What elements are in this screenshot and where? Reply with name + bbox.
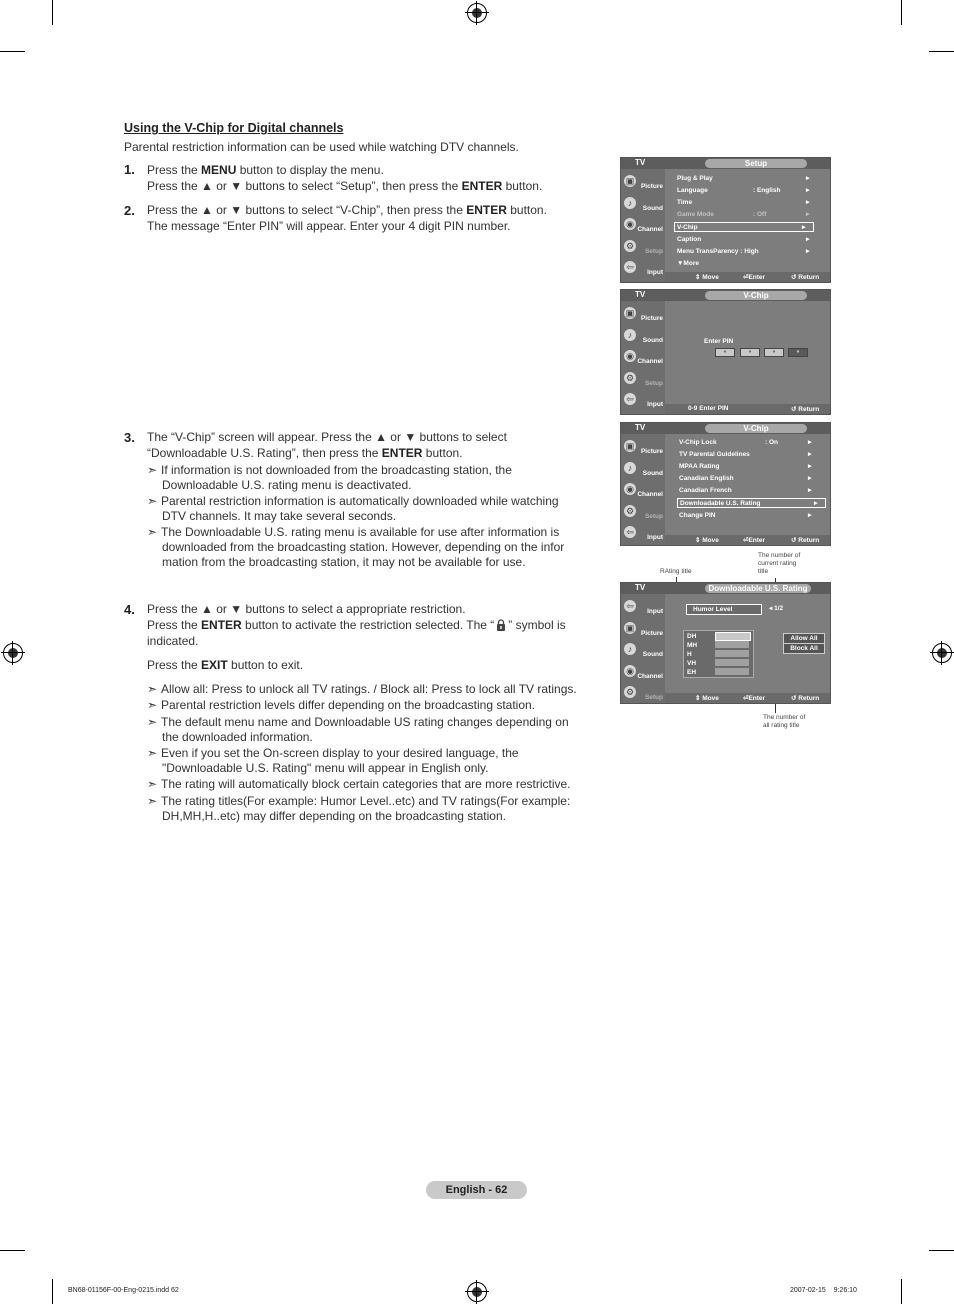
- text: Parental restriction information is automatically downloaded while watching: [161, 494, 559, 508]
- osd-vchip-pin: [620, 289, 831, 415]
- sidebar-label: Setup: [644, 513, 663, 520]
- sidebar-label: Picture: [640, 630, 663, 637]
- arrow-right-icon: ►: [804, 211, 811, 218]
- step3-line2: [147, 446, 463, 462]
- allow-all-button[interactable]: Allow All: [783, 633, 825, 644]
- sidebar-label: Channel: [637, 491, 663, 498]
- note: [147, 494, 587, 524]
- menu-item-game-mode[interactable]: [677, 210, 817, 220]
- section-heading: Using the V-Chip for Digital channels: [124, 121, 344, 135]
- step-number: 4.: [124, 602, 135, 617]
- annotation-all-rating: [763, 714, 805, 730]
- arrow-right-icon: ►: [804, 199, 811, 206]
- menu-label: MPAA Rating: [679, 463, 720, 470]
- gear-icon: ⚙: [625, 687, 635, 697]
- menu-label: Plug & Play: [677, 175, 713, 182]
- pin-digit[interactable]: *: [740, 348, 760, 357]
- osd-downloadable-rating: [620, 582, 831, 704]
- osd-sidebar: [621, 169, 665, 282]
- note: [147, 525, 587, 570]
- move-hint: ⇕ Move: [695, 537, 719, 544]
- menu-label: ▼More: [677, 260, 699, 267]
- sidebar-label: Channel: [637, 673, 663, 680]
- sidebar-label: Input: [647, 534, 663, 541]
- sidebar-label: Setup: [644, 380, 663, 387]
- rating-lock-cell[interactable]: [715, 659, 749, 666]
- hint-label: Enter: [748, 274, 766, 281]
- input-icon: ⇦: [624, 600, 636, 612]
- menu-label: Game Mode: [677, 211, 714, 218]
- picture-icon: ▣: [625, 308, 635, 318]
- menu-item-time[interactable]: [677, 198, 817, 208]
- sound-icon: ♪: [624, 643, 636, 655]
- osd-tv-label: TV: [635, 158, 646, 167]
- registration-mark-icon: [932, 643, 952, 663]
- enter-pin-label: Enter PIN: [704, 338, 734, 345]
- key-enter: ENTER: [466, 203, 507, 217]
- note-arrow-icon: ➣: [147, 463, 158, 477]
- crop-mark: [52, 0, 53, 25]
- text: ” symbol is: [508, 618, 566, 632]
- sidebar-item-sound[interactable]: [621, 641, 665, 662]
- note-arrow-icon: ➣: [147, 777, 158, 791]
- menu-label: Time: [677, 199, 693, 206]
- return-hint: ↺ Return: [791, 695, 820, 702]
- text: The number of: [763, 714, 806, 721]
- menu-item-language[interactable]: [677, 186, 817, 196]
- rating-h[interactable]: H: [687, 651, 692, 658]
- menu-label: V-Chip Lock: [679, 439, 717, 446]
- gear-icon: ⚙: [625, 373, 635, 383]
- sidebar-item-picture[interactable]: [621, 438, 665, 459]
- text: button.: [506, 203, 547, 217]
- menu-value: : Off: [753, 211, 767, 218]
- gear-icon: ⚙: [625, 506, 635, 516]
- key-enter: ENTER: [201, 618, 242, 632]
- note: [147, 682, 597, 697]
- return-hint: ↺ Return: [791, 406, 820, 413]
- sidebar-item-setup[interactable]: [621, 238, 665, 259]
- sidebar-label: Input: [647, 401, 663, 408]
- rating-eh[interactable]: EH: [687, 669, 697, 676]
- input-icon: ⇦: [624, 393, 636, 405]
- menu-item-canadian-english[interactable]: [679, 474, 819, 484]
- sidebar-item-channel[interactable]: [621, 481, 665, 502]
- osd-tv-label: TV: [635, 583, 646, 592]
- sidebar-item-input[interactable]: [621, 391, 665, 412]
- osd-title: Setup: [705, 159, 807, 168]
- rating-vh[interactable]: VH: [687, 660, 697, 667]
- note-arrow-icon: ➣: [147, 794, 158, 808]
- hint-label: Move: [702, 537, 719, 544]
- sound-icon: ♪: [624, 462, 636, 474]
- text: Press the ▲ or ▼ buttons to select “V-Chip”, then press the: [147, 203, 467, 217]
- sidebar-item-sound[interactable]: [621, 195, 665, 216]
- text: button.: [422, 446, 463, 460]
- sidebar-item-setup[interactable]: [621, 370, 665, 391]
- channel-icon: ◉: [624, 483, 636, 495]
- text: “Downloadable U.S. Rating”, then press the: [147, 446, 382, 460]
- annotation-rating-title: RAting title: [660, 568, 692, 575]
- step-number: 2.: [124, 203, 135, 218]
- osd-bottombar: [665, 272, 830, 282]
- key-enter: ENTER: [381, 446, 423, 460]
- crop-mark: [901, 1279, 902, 1304]
- text: Allow all: Press to unlock all TV ratings. / Block all: Press to lock all TV ratings.: [161, 682, 577, 696]
- arrow-right-icon: ►: [806, 451, 813, 458]
- menu-label: Language: [677, 187, 708, 194]
- key-exit: EXIT: [201, 658, 228, 672]
- hint-label: Return: [798, 537, 820, 544]
- menu-label: Menu TransParency : High: [677, 248, 759, 255]
- menu-label: Caption: [677, 236, 702, 243]
- text: downloaded from the broadcasting station. However, depending on the infor: [162, 540, 565, 554]
- arrow-right-icon: ►: [804, 175, 811, 182]
- sidebar-label: Setup: [644, 248, 663, 255]
- rating-mh[interactable]: MH: [687, 642, 698, 649]
- text: Press the: [147, 658, 202, 672]
- menu-item-mpaa[interactable]: [679, 462, 819, 472]
- menu-value: : On: [765, 439, 778, 446]
- arrow-right-icon: ►: [804, 236, 811, 243]
- intro-text: Parental restriction information can be used while watching DTV channels.: [124, 140, 519, 154]
- sidebar-label: Picture: [640, 183, 663, 190]
- text: the downloaded information.: [162, 730, 313, 744]
- key-menu: MENU: [201, 163, 237, 177]
- text: If information is not downloaded from the broadcasting station, the: [161, 463, 512, 477]
- osd-vchip-menu: [620, 422, 831, 546]
- note-arrow-icon: ➣: [147, 525, 158, 539]
- input-icon: ⇦: [624, 526, 636, 538]
- text: The Downloadable U.S. rating menu is available for use after information is: [161, 525, 560, 539]
- text: Parental restriction levels differ depending on the broadcasting station.: [161, 698, 536, 712]
- rating-dh[interactable]: DH: [687, 633, 697, 640]
- hint-label: Return: [798, 695, 820, 702]
- sidebar-label: Channel: [637, 358, 663, 365]
- rating-lock-cell[interactable]: [715, 632, 751, 641]
- osd-sidebar: [621, 434, 665, 545]
- sound-icon: ♪: [624, 329, 636, 341]
- text: "Downloadable U.S. Rating" menu will appear in English only.: [162, 761, 489, 775]
- text: button to display the menu.: [236, 163, 384, 177]
- text: The number of: [758, 552, 801, 559]
- arrow-right-icon: ►: [804, 248, 811, 255]
- text: Downloadable U.S. rating menu is deactivated.: [162, 478, 412, 492]
- registration-mark-icon: [467, 3, 487, 23]
- text: mation from the broadcasting station, it may not be available for use.: [162, 555, 526, 569]
- menu-item-canadian-french[interactable]: [679, 486, 819, 496]
- menu-item-plug-play[interactable]: [677, 174, 817, 184]
- step1-line1: [147, 163, 384, 179]
- enter-hint: ⏎Enter: [743, 274, 766, 281]
- step2-line1: [147, 203, 547, 219]
- note: [147, 794, 597, 824]
- arrow-right-icon: ►: [806, 487, 813, 494]
- sidebar-item-setup[interactable]: [621, 503, 665, 524]
- sidebar-item-channel[interactable]: [621, 216, 665, 237]
- input-icon: ⇦: [624, 261, 636, 273]
- menu-label: Downloadable U.S. Rating: [680, 500, 761, 507]
- rating-count: ◂ 1/2: [769, 605, 784, 612]
- arrow-right-icon: ►: [806, 439, 813, 446]
- sidebar-label: Picture: [640, 448, 663, 455]
- text: Press the ▲ or ▼ buttons to select “Setup”, then press the: [147, 179, 462, 193]
- step1-line2: [147, 179, 542, 195]
- menu-label: Change PIN: [679, 512, 716, 519]
- sidebar-item-input[interactable]: [621, 524, 665, 545]
- text: title: [758, 568, 769, 575]
- osd-bottombar: [665, 693, 830, 703]
- channel-icon: ◉: [624, 665, 636, 677]
- crop-mark: [0, 1250, 25, 1251]
- note-arrow-icon: ➣: [147, 715, 158, 729]
- text: all rating title: [763, 722, 800, 729]
- arrow-right-icon: ►: [806, 463, 813, 470]
- hint-label: Return: [798, 274, 820, 281]
- hint-label: Move: [702, 274, 719, 281]
- channel-icon: ◉: [624, 350, 636, 362]
- menu-item-downloadable-rating[interactable]: [677, 498, 826, 508]
- rating-lock-cell[interactable]: [715, 668, 749, 675]
- pin-digit[interactable]: *: [715, 348, 735, 357]
- picture-icon: ▣: [625, 176, 635, 186]
- sidebar-label: Sound: [642, 337, 663, 344]
- sidebar-item-input[interactable]: [621, 598, 665, 619]
- osd-tv-label: TV: [635, 423, 646, 432]
- note: [147, 463, 587, 493]
- arrow-right-icon: ►: [806, 475, 813, 482]
- text: The rating titles(For example: Humor Level..etc) and TV ratings(For example:: [161, 794, 571, 808]
- text: The rating will automatically block certain categories that are more restrictive.: [161, 777, 571, 791]
- sidebar-label: Sound: [642, 205, 663, 212]
- pin-digit[interactable]: *: [764, 348, 784, 357]
- menu-value: : English: [753, 187, 781, 194]
- text: Even if you set the On-screen display to your desired language, the: [161, 746, 519, 760]
- note: [147, 715, 597, 745]
- note-arrow-icon: ➣: [147, 746, 158, 760]
- arrow-right-icon: ►: [812, 500, 819, 507]
- pin-digit[interactable]: *: [788, 348, 808, 357]
- menu-label: TV Parental Guidelines: [679, 451, 750, 458]
- enter-pin-hint: 0-9 Enter PIN: [688, 405, 729, 412]
- sidebar-label: Sound: [642, 470, 663, 477]
- note-arrow-icon: ➣: [147, 494, 158, 508]
- sidebar-item-setup[interactable]: [621, 684, 665, 705]
- sidebar-item-channel[interactable]: [621, 663, 665, 684]
- text: DTV channels. It may take several seconds.: [162, 509, 397, 523]
- osd-sidebar: [621, 301, 665, 414]
- enter-hint: ⏎Enter: [743, 537, 766, 544]
- crop-mark: [929, 1250, 954, 1251]
- text: The default menu name and Downloadable US rating changes depending on: [161, 715, 569, 729]
- text: button.: [502, 179, 543, 193]
- note-arrow-icon: ➣: [147, 682, 158, 696]
- osd-setup-menu: [620, 157, 831, 283]
- arrow-right-icon: ►: [800, 224, 807, 231]
- page-number-badge: English - 62: [426, 1181, 527, 1199]
- osd-bottombar: [665, 404, 830, 414]
- step4-line2: [147, 618, 566, 636]
- menu-label: Canadian French: [679, 487, 732, 494]
- return-hint: ↺ Return: [791, 274, 820, 281]
- gear-icon: ⚙: [625, 241, 635, 251]
- text: button to activate the restriction selected. The “: [241, 618, 495, 632]
- sidebar-item-sound[interactable]: [621, 327, 665, 348]
- menu-label: Canadian English: [679, 475, 734, 482]
- menu-item-tv-parental[interactable]: [679, 450, 819, 460]
- crop-mark: [901, 0, 902, 25]
- menu-item-vchip-lock[interactable]: [679, 438, 819, 448]
- note: [147, 698, 597, 713]
- sidebar-label: Input: [647, 269, 663, 276]
- osd-title: V-Chip: [705, 291, 807, 300]
- text: button to exit.: [227, 658, 304, 672]
- menu-item-change-pin[interactable]: [679, 511, 819, 521]
- menu-label: V-Chip: [677, 224, 698, 231]
- hint-label: Move: [702, 695, 719, 702]
- step4-line3: indicated.: [147, 634, 199, 648]
- sidebar-item-sound[interactable]: [621, 460, 665, 481]
- sidebar-item-picture[interactable]: [621, 620, 665, 641]
- osd-title: V-Chip: [705, 424, 807, 433]
- picture-icon: ▣: [625, 441, 635, 451]
- step2-line2: The message “Enter PIN” will appear. Enter your 4 digit PIN number.: [147, 219, 511, 233]
- sidebar-label: Picture: [640, 315, 663, 322]
- note-arrow-icon: ➣: [147, 698, 158, 712]
- move-hint: ⇕ Move: [695, 695, 719, 702]
- channel-icon: ◉: [624, 218, 636, 230]
- sound-icon: ♪: [624, 197, 636, 209]
- sidebar-label: Sound: [642, 651, 663, 658]
- rating-title-field[interactable]: Humor Level: [686, 604, 762, 615]
- rating-count-value: 1/2: [774, 605, 784, 612]
- text: Press the: [147, 163, 202, 177]
- sidebar-item-input[interactable]: [621, 259, 665, 280]
- sidebar-item-picture[interactable]: [621, 305, 665, 326]
- hint-label: Enter: [748, 537, 766, 544]
- menu-item-transparency[interactable]: [677, 247, 817, 257]
- crop-mark: [0, 51, 25, 52]
- registration-mark-icon: [3, 643, 23, 663]
- step-number: 1.: [124, 162, 135, 177]
- step4-exit: [147, 658, 303, 674]
- osd-title: Downloadable U.S. Rating: [705, 584, 811, 593]
- enter-hint: ⏎Enter: [743, 695, 766, 702]
- arrow-right-icon: ►: [804, 187, 811, 194]
- hint-label: Enter: [748, 695, 766, 702]
- text: DH,MH,H..etc) may differ depending on the broadcasting station.: [162, 809, 506, 823]
- move-hint: ⇕ Move: [695, 274, 719, 281]
- menu-item-caption[interactable]: [677, 235, 817, 245]
- note: [147, 746, 597, 776]
- sidebar-label: Setup: [644, 694, 663, 701]
- text: current rating: [758, 560, 797, 567]
- step3-line1: The “V-Chip” screen will appear. Press the ▲ or ▼ buttons to select: [147, 430, 507, 444]
- crop-mark: [929, 51, 954, 52]
- lock-icon: [496, 619, 506, 636]
- osd-tv-label: TV: [635, 290, 646, 299]
- hint-label: Return: [798, 406, 820, 413]
- block-all-button[interactable]: Block All: [783, 643, 825, 654]
- osd-sidebar: [621, 594, 665, 703]
- sidebar-label: Input: [647, 608, 663, 615]
- key-enter: ENTER: [461, 179, 503, 193]
- text: Press the: [147, 618, 202, 632]
- osd-bottombar: [665, 535, 830, 545]
- rating-lock-cell[interactable]: [715, 641, 749, 648]
- sidebar-label: Channel: [637, 226, 663, 233]
- menu-item-vchip[interactable]: [674, 222, 814, 232]
- footer-timestamp: 2007-02-15 9:26:10: [790, 1287, 857, 1294]
- step-number: 3.: [124, 430, 135, 445]
- menu-item-more[interactable]: [677, 259, 817, 269]
- footer-filename: BN68-01156F-00-Eng-0215.indd 62: [68, 1287, 179, 1294]
- crop-mark: [52, 1279, 53, 1304]
- sidebar-item-channel[interactable]: [621, 348, 665, 369]
- registration-mark-icon: [467, 1282, 487, 1302]
- return-hint: ↺ Return: [791, 537, 820, 544]
- annotation-current-rating: [758, 552, 800, 576]
- step4-line1: Press the ▲ or ▼ buttons to select a appropriate restriction.: [147, 602, 466, 616]
- picture-icon: ▣: [625, 623, 635, 633]
- rating-lock-cell[interactable]: [715, 650, 749, 657]
- sidebar-item-picture[interactable]: [621, 173, 665, 194]
- arrow-right-icon: ►: [806, 512, 813, 519]
- note: [147, 777, 597, 792]
